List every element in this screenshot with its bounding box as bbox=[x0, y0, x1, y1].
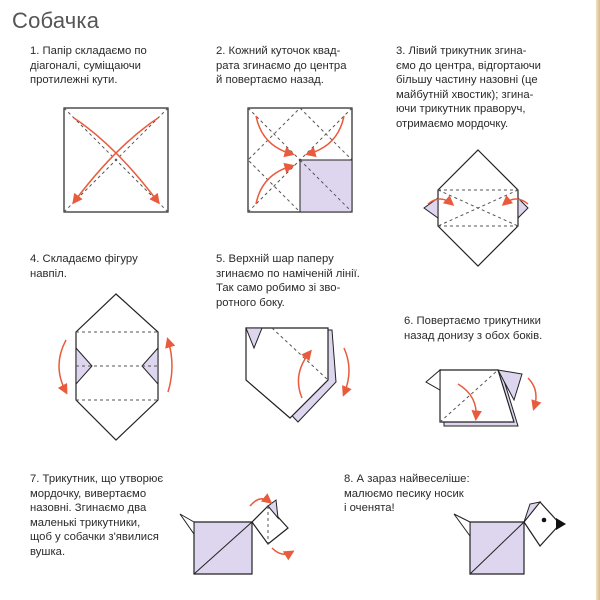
step-6-line: назад донизу з обох боків. bbox=[404, 329, 543, 342]
step-1-line: 1. Папір складаємо по bbox=[30, 45, 147, 57]
step-3-line: отримаємо мордочку. bbox=[396, 117, 509, 130]
step-7-line: вушка. bbox=[30, 545, 66, 558]
step-7-instructions bbox=[30, 472, 163, 560]
dog-nose-icon bbox=[556, 518, 566, 530]
step-7-diagram bbox=[172, 492, 312, 582]
fold-arrow bbox=[250, 499, 270, 506]
step-2-line: й повертаємо назад. bbox=[216, 74, 324, 87]
step-5-line: Так само робимо зі зво- bbox=[216, 282, 341, 295]
step-1-line: діагоналі, суміщаючи bbox=[30, 59, 141, 72]
step-1-diagram bbox=[48, 98, 178, 228]
step-3-line: більшу частину назовні (це bbox=[396, 74, 538, 87]
step-6-diagram bbox=[418, 360, 558, 450]
dog-tail bbox=[180, 514, 194, 534]
step-3-line: ючи трикутник праворуч, bbox=[396, 103, 526, 116]
step-1-line: протилежні кути. bbox=[30, 74, 118, 87]
step-3-line: майбутній хвостик); згина- bbox=[396, 88, 534, 101]
step-6-instructions bbox=[404, 314, 542, 343]
tail-triangle bbox=[426, 370, 440, 390]
step-2-line: рата згинаємо до центра bbox=[216, 59, 347, 72]
step-2-instructions bbox=[216, 44, 347, 88]
step-8-line: 8. А зараз найвеселіше: bbox=[344, 473, 470, 485]
step-7-line: назовні. Згинаємо два bbox=[30, 502, 147, 515]
step-7-line: мордочку, вивертаємо bbox=[30, 487, 147, 500]
step-3-diagram bbox=[418, 142, 538, 272]
dog-eye-icon bbox=[542, 518, 547, 523]
step-4-line: 4. Складаємо фігуру bbox=[30, 253, 138, 265]
fold-arrow bbox=[168, 340, 172, 392]
dog-head bbox=[252, 506, 288, 544]
step-4-line: навпіл. bbox=[30, 267, 67, 280]
step-1-instructions bbox=[30, 44, 147, 88]
page-title: Собачка bbox=[12, 8, 100, 33]
step-2-line: 2. Кожний куточок квад- bbox=[216, 45, 341, 57]
step-7-line: маленькі трикутники, bbox=[30, 516, 141, 529]
page-edge bbox=[596, 0, 600, 600]
step-4-diagram bbox=[48, 288, 178, 448]
step-8-diagram bbox=[444, 492, 574, 582]
fold-arrow bbox=[528, 378, 536, 408]
step-2-diagram bbox=[232, 98, 362, 228]
step-3-line: 3. Лівий трикутник згина- bbox=[396, 45, 527, 57]
step-5-line: 5. Верхній шар паперу bbox=[216, 253, 334, 265]
step-5-line: ротного боку. bbox=[216, 296, 285, 309]
fold-arrow bbox=[272, 548, 292, 554]
step-7-line: 7. Трикутник, що утворює bbox=[30, 473, 164, 485]
step-4-instructions bbox=[30, 252, 138, 281]
step-8-line: малюємо песику носик bbox=[344, 487, 464, 500]
step-5-instructions bbox=[216, 252, 360, 310]
fold-arrow bbox=[344, 348, 349, 394]
dog-tail bbox=[454, 514, 470, 536]
step-6-line: 6. Повертаємо трикутники bbox=[404, 315, 541, 327]
step-3-line: ємо до центра, відгортаючи bbox=[396, 59, 541, 72]
step-3-instructions bbox=[396, 44, 541, 132]
step-5-line: згинаємо по наміченій лінії. bbox=[216, 267, 360, 280]
step-8-line: і оченята! bbox=[344, 502, 395, 515]
fold-arrow bbox=[59, 340, 66, 392]
step-5-diagram bbox=[232, 318, 362, 428]
step-7-line: щоб у собачки з'явилися bbox=[30, 531, 159, 544]
